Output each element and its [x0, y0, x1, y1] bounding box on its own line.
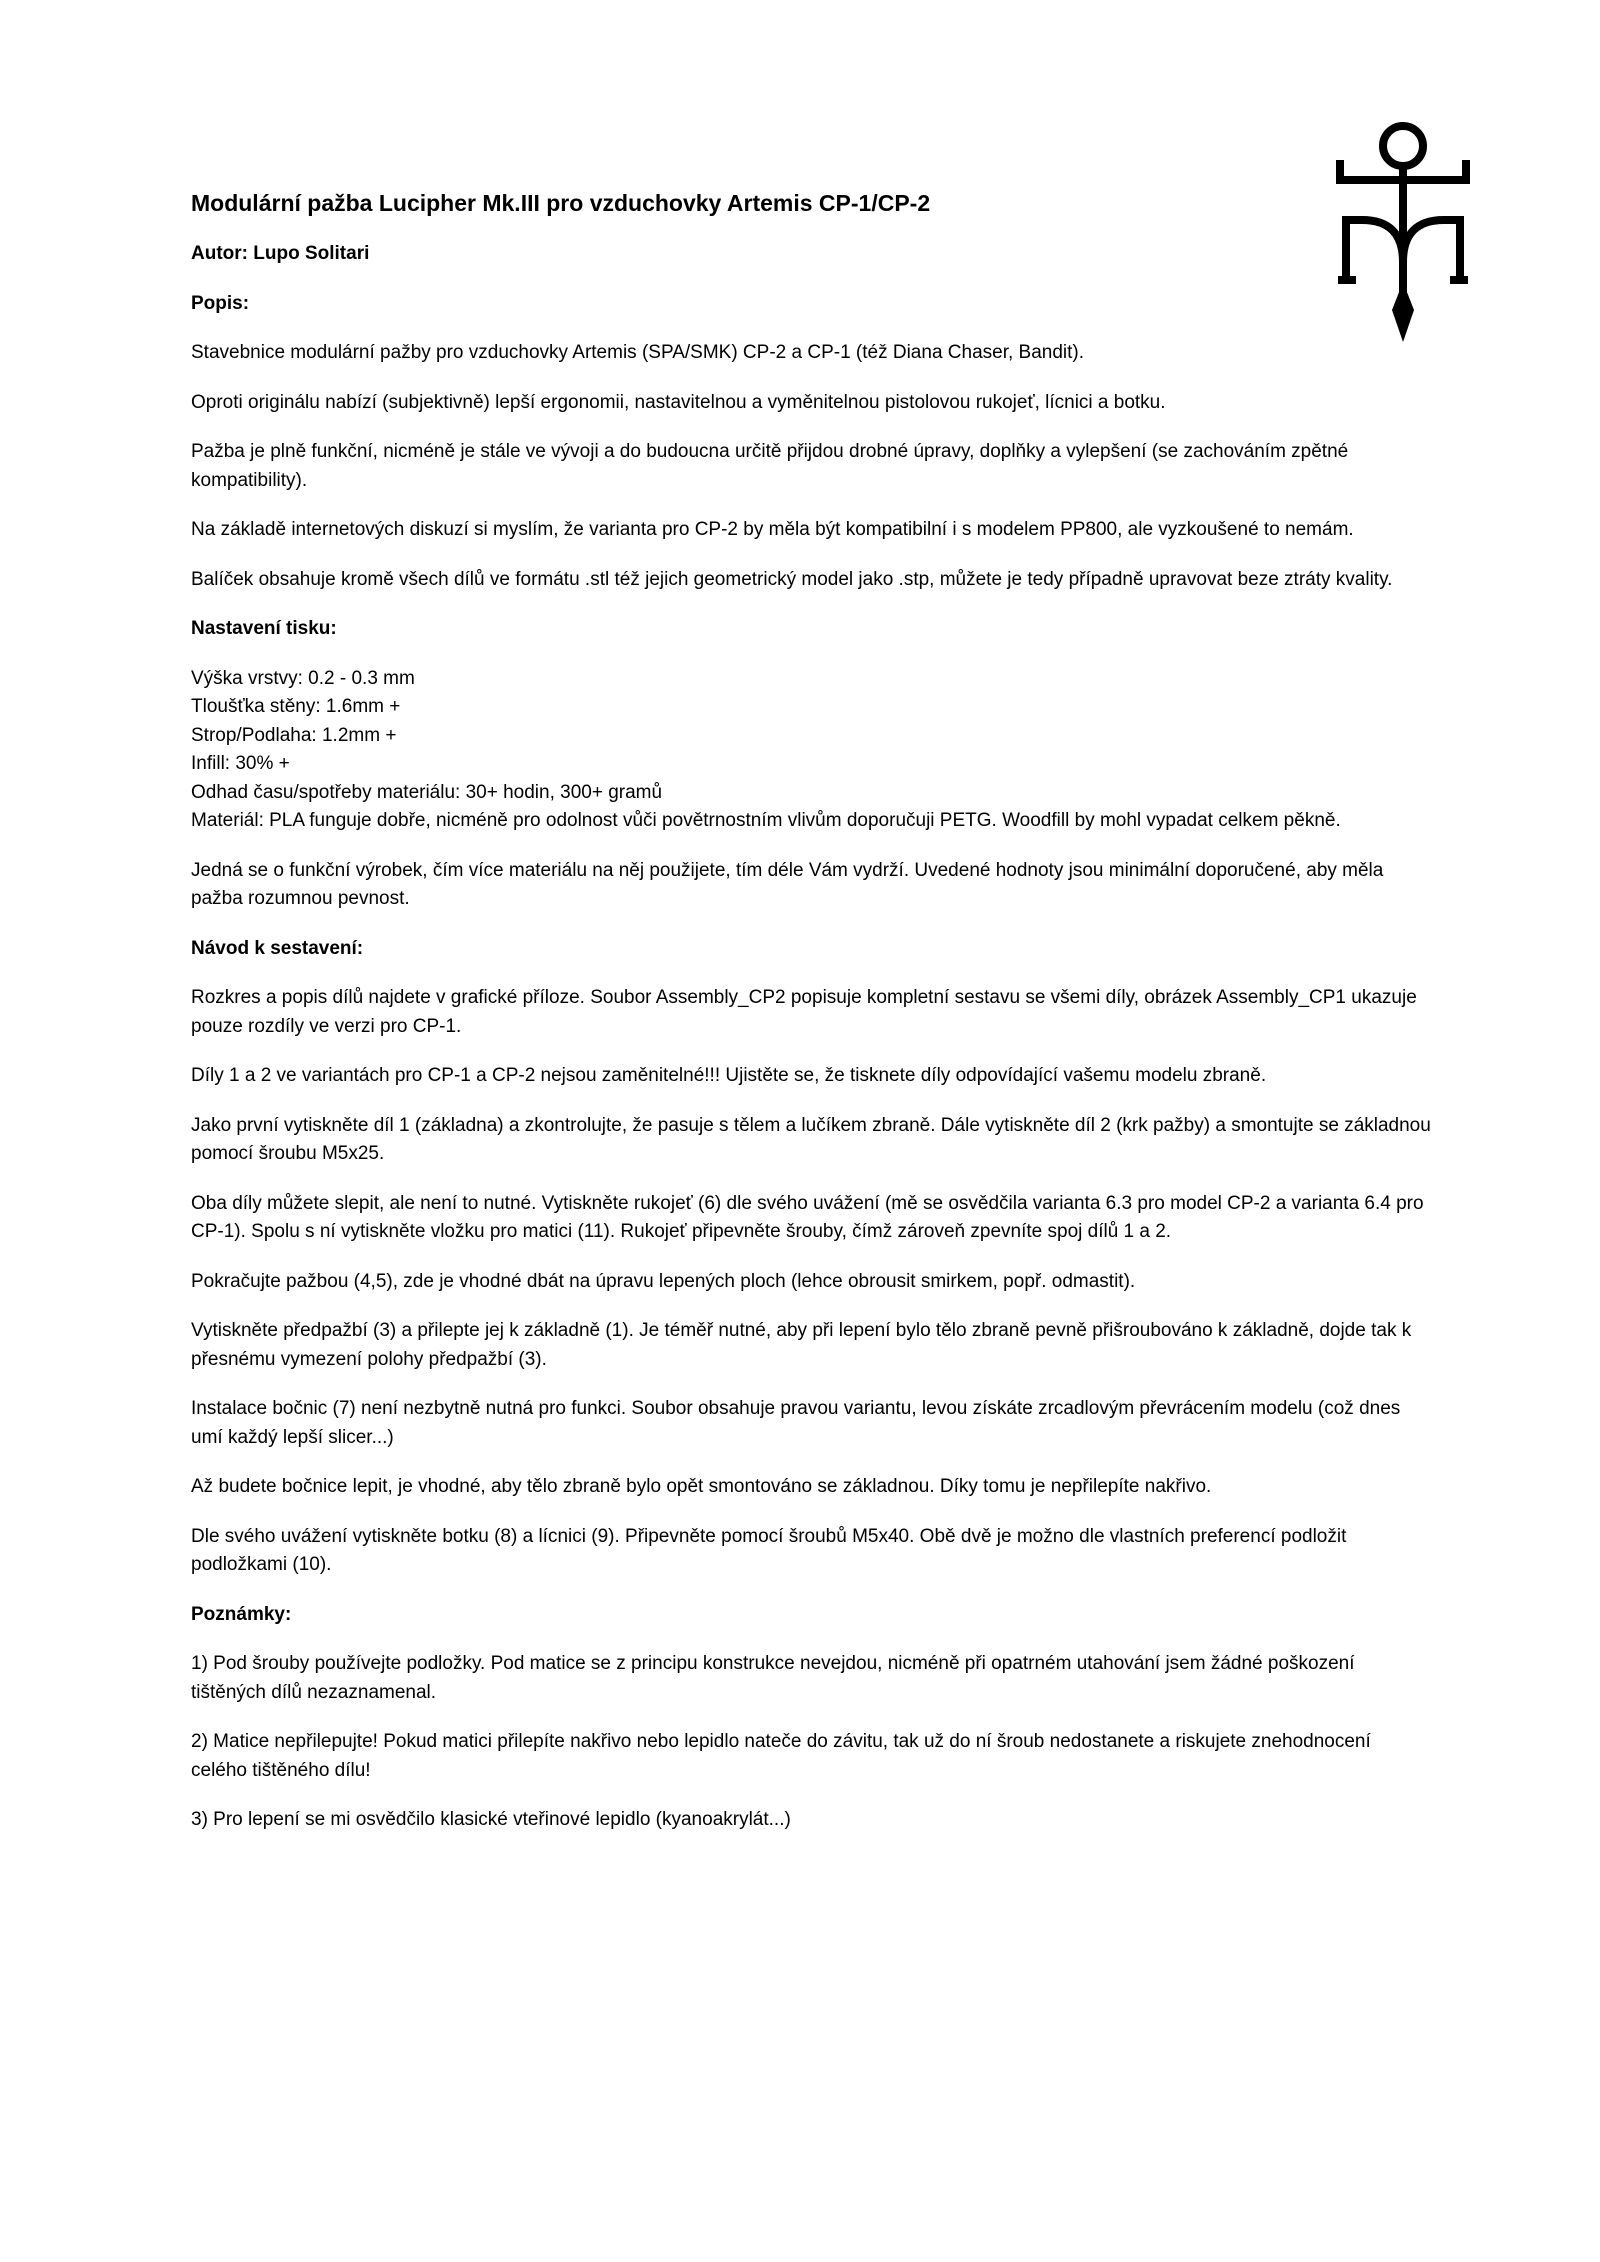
paragraph: Oproti originálu nabízí (subjektivně) lepší ergonomii, nastavitelnou a vyměnitelnou pistolovou rukojeť, lícnici a botku. [191, 391, 1166, 413]
section-heading-poznamky: Poznámky: [191, 1603, 292, 1625]
author-line: Autor: Lupo Solitari [191, 243, 370, 264]
print-setting-line: Infill: 30% + [191, 753, 290, 774]
print-setting-line: Odhad času/spotřeby materiálu: 30+ hodin, 300+ gramů [191, 781, 663, 803]
paragraph: Rozkres a popis dílů najdete v grafické příloze. Soubor Assembly_CP2 popisuje kompletní sestavu se všemi díly, obrázek Assembly_CP1 ukazuje pouze rozdíly ve verzi pro CP-1. [191, 987, 1417, 1037]
section-heading-nastaveni-tisku: Nastavení tisku: [191, 618, 337, 639]
paragraph: Vytiskněte předpažbí (3) a přilepte jej k základně (1). Je téměř nutné, aby při lepení bylo tělo zbraně pevně přišroubováno k základně, dojde tak k přesnému vymezení polohy předpažbí (3). [191, 1320, 1412, 1370]
print-setting-line: Strop/Podlaha: 1.2mm + [191, 724, 397, 746]
print-settings-list [191, 665, 1431, 836]
paragraph: Instalace bočnic (7) není nezbytně nutná pro funkci. Soubor obsahuje pravou variantu, levou získáte zrcadlovým převrácením modelu (což dnes umí každý lepší slicer...) [191, 1398, 1401, 1448]
paragraph: Jedná se o funkční výrobek, čím více materiálu na něj použijete, tím déle Vám vydrží. Uvedené hodnoty jsou minimální doporučené, aby měla pažba rozumnou pevnost. [191, 859, 1384, 909]
paragraph: Oba díly můžete slepit, ale není to nutné. Vytiskněte rukojeť (6) dle svého uvážení (mě se osvědčila varianta 6.3 pro model CP-2 a varianta 6.4 pro CP-1). Spolu s ní vytiskněte vložku pro matici (11). Rukojeť připevněte šrouby, čímž zároveň zpevníte spoj dílů 1 a 2. [191, 1192, 1424, 1242]
print-setting-line: Materiál: PLA funguje dobře, nicméně pro odolnost vůči povětrnostním vlivům doporučuji PETG. Woodfill by mohl vypadat celkem pěkně. [191, 810, 1341, 831]
print-setting-line: Tloušťka stěny: 1.6mm + [191, 696, 401, 717]
paragraph: Dle svého uvážení vytiskněte botku (8) a lícnici (9). Připevněte pomocí šroubů M5x40. Obě dvě je možno dle vlastních preferencí podložit podložkami (10). [191, 1525, 1347, 1575]
note-item: 2) Matice nepřilepujte! Pokud matici přilepíte nakřivo nebo lepidlo nateče do závitu, tak už do ní šroub nedostanete a riskujete znehodnocení celého tištěného dílu! [191, 1731, 1371, 1781]
document-body [191, 186, 1431, 1856]
paragraph: Jako první vytiskněte díl 1 (základna) a zkontrolujte, že pasuje s tělem a lučíkem zbraně. Dále vytiskněte díl 2 (krk pažby) a smontujte se základnou pomocí šroubu M5x25. [191, 1114, 1431, 1164]
paragraph: Díly 1 a 2 ve variantách pro CP-1 a CP-2 nejsou zaměnitelné!!! Ujistěte se, že tisknete díly odpovídající vašemu modelu zbraně. [191, 1065, 1267, 1086]
paragraph: Na základě internetových diskuzí si myslím, že varianta pro CP-2 by měla být kompatibilní i s modelem PP800, ale vyzkoušené to nemám. [191, 519, 1354, 540]
paragraph: Až budete bočnice lepit, je vhodné, aby tělo zbraně bylo opět smontováno se základnou. Díky tomu je nepřilepíte nakřivo. [191, 1476, 1212, 1497]
note-item: 3) Pro lepení se mi osvědčilo klasické vteřinové lepidlo (kyanoakrylát...) [191, 1809, 791, 1830]
paragraph: Pažba je plně funkční, nicméně je stále ve vývoji a do budoucna určitě přijdou drobné úpravy, doplňky a vylepšení (se zachováním zpětné kompatibility). [191, 441, 1349, 491]
paragraph: Balíček obsahuje kromě všech dílů ve formátu .stl též jejich geometrický model jako .stp, můžete je tedy případně upravovat beze ztráty kvality. [191, 568, 1393, 590]
paragraph: Stavebnice modulární pažby pro vzduchovky Artemis (SPA/SMK) CP-2 a CP-1 (též Diana Chaser, Bandit). [191, 342, 1085, 363]
section-heading-popis: Popis: [191, 292, 250, 314]
document-title: Modulární pažba Lucipher Mk.III pro vzduchovky Artemis CP-1/CP-2 [191, 190, 931, 216]
print-setting-line: Výška vrstvy: 0.2 - 0.3 mm [191, 667, 415, 689]
paragraph: Pokračujte pažbou (4,5), zde je vhodné dbát na úpravu lepených ploch (lehce obrousit smirkem, popř. odmastit). [191, 1270, 1136, 1292]
note-item: 1) Pod šrouby používejte podložky. Pod matice se z principu konstrukce nevejdou, nicméně při opatrném utahování jsem žádné poškození tištěných dílů nezaznamenal. [191, 1653, 1355, 1703]
section-heading-navod: Návod k sestavení: [191, 937, 364, 959]
